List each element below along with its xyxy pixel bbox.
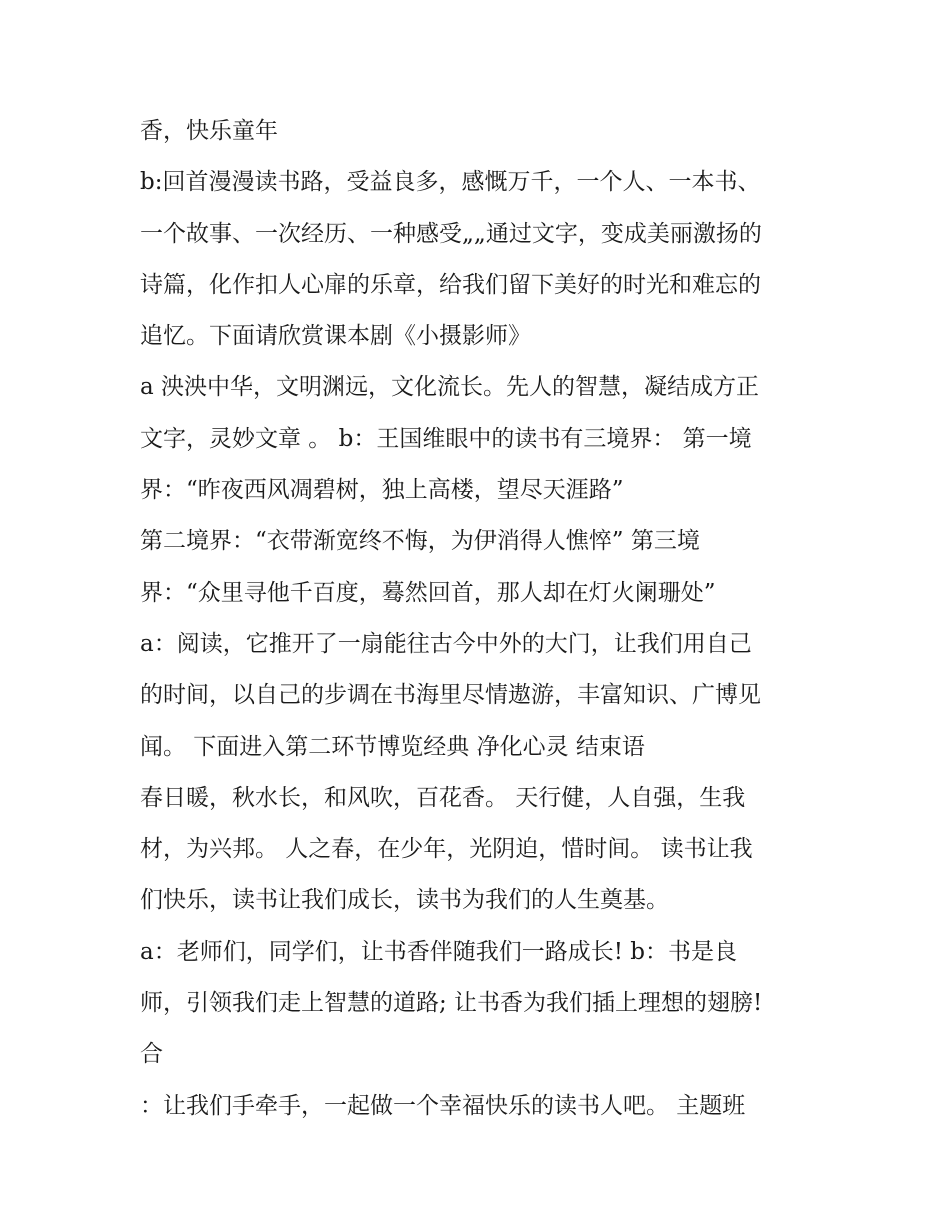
text-line: 师，引领我们走上智慧的道路; 让书香为我们插上理想的翅膀! <box>140 990 763 1017</box>
text-line: 春日暖，秋水长，和风吹，百花香。 天行健，人自强，生我 <box>140 784 746 811</box>
document-body <box>140 106 840 1132</box>
text-line: a 泱泱中华，文明渊远，文化流长。先人的智慧，凝结成方正 <box>140 374 760 401</box>
text-line: 材，为兴邦。 人之春，在少年，光阴迫，惜时间。 读书让我 <box>140 836 753 863</box>
text-line: 第二境界：“衣带渐宽终不悔，为伊消得人憔悴” 第三境 <box>140 528 700 555</box>
text-line: 文字，灵妙文章 。 b：王国维眼中的读书有三境界： 第一境 <box>140 425 752 452</box>
text-line: 闻。 下面进入第二环节博览经典 净化心灵 结束语 <box>140 733 645 760</box>
text-line: 诗篇，化作扣人心扉的乐章，给我们留下美好的时光和难忘的 <box>140 271 761 298</box>
text-line: 合 <box>140 1041 163 1068</box>
text-line: 香，快乐童年 <box>140 118 278 144</box>
text-line: a：阅读，它推开了一扇能往古今中外的大门，让我们用自己 <box>140 630 752 657</box>
text-line: 一个故事、一次经历、一种感受„„通过文字，变成美丽激扬的 <box>140 220 762 247</box>
text-line: 们快乐，读书让我们成长，读书为我们的人生奠基。 <box>140 887 669 914</box>
text-line: 的时间，以自己的步调在书海里尽情遨游，丰富知识、广博见 <box>140 682 761 709</box>
text-line: b:回首漫漫读书路，受益良多，感慨万千，一个人、一本书、 <box>140 169 761 196</box>
text-line: 界：“众里寻他千百度，蓦然回首，那人却在灯火阑珊处” <box>140 579 716 606</box>
text-line: a：老师们，同学们，让书香伴随我们一路成长! b：书是良 <box>140 938 737 965</box>
text-line: ：让我们手牵手，一起做一个幸福快乐的读书人吧。 主题班 <box>140 1092 746 1119</box>
text-line: 追忆。下面请欣赏课本剧《小摄影师》 <box>140 323 531 350</box>
text-line: 界：“昨夜西风凋碧树，独上高楼，望尽天涯路” <box>140 477 624 504</box>
